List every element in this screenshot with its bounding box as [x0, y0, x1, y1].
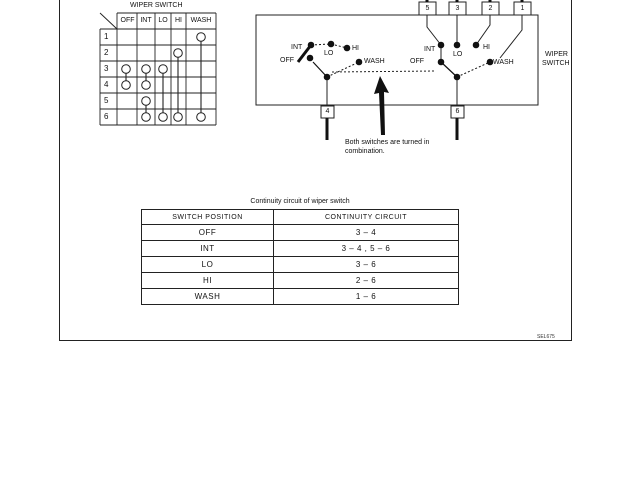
left-hi-label: HI [352, 45, 359, 52]
right-int-label: INT [424, 46, 436, 53]
right-lo-label: LO [453, 51, 463, 58]
grid-col-int: INT [140, 17, 152, 24]
header-switch-position: SWITCH POSITION [142, 210, 274, 225]
grid-row-1: 1 [104, 32, 109, 41]
cell-position: INT [142, 241, 274, 257]
cell-circuit: 3 – 4 [274, 225, 459, 241]
left-int-label: INT [291, 44, 303, 51]
grid-title: WIPER SWITCH [130, 2, 183, 9]
figure-code: SEL675 [537, 334, 555, 340]
right-off-label: OFF [410, 58, 424, 65]
cell-position: OFF [142, 225, 274, 241]
table-row [142, 257, 459, 273]
header-continuity-circuit: CONTINUITY CIRCUIT [274, 210, 459, 225]
terminal-1-label: 1 [520, 5, 525, 12]
grid-row-3: 3 [104, 64, 109, 73]
table-row [142, 225, 459, 241]
right-hi-label: HI [483, 44, 490, 51]
table-row [142, 273, 459, 289]
cell-circuit: 3 – 4 , 5 – 6 [274, 241, 459, 257]
grid-col-lo: LO [158, 17, 168, 24]
grid-row-2: 2 [104, 48, 109, 57]
cell-circuit: 2 – 6 [274, 273, 459, 289]
cell-position: HI [142, 273, 274, 289]
wiper-switch-label-2: SWITCH [542, 60, 570, 67]
grid-col-wash: WASH [190, 17, 212, 24]
cell-circuit: 3 – 6 [274, 257, 459, 273]
cell-position: LO [142, 257, 274, 273]
note-line-2: combination. [345, 148, 385, 155]
wiper-switch-label: WIPER [545, 51, 568, 58]
terminal-2-label: 2 [488, 5, 493, 12]
left-off-label: OFF [280, 57, 294, 64]
continuity-title: Continuity circuit of wiper switch [250, 198, 350, 205]
table-row [142, 289, 459, 305]
grid-row-4: 4 [104, 80, 109, 89]
grid-col-off: OFF [120, 17, 135, 24]
terminal-5-label: 5 [425, 5, 430, 12]
continuity-table [141, 209, 459, 305]
combination-link [332, 71, 436, 72]
cell-position: WASH [142, 289, 274, 305]
terminal-3-label: 3 [455, 5, 460, 12]
terminal-4-label: 4 [325, 108, 330, 115]
grid-col-hi: HI [175, 17, 182, 24]
table-row [142, 241, 459, 257]
terminal-6-label: 6 [455, 108, 460, 115]
left-wash-label: WASH [364, 58, 385, 65]
table-header-row [142, 210, 459, 225]
grid-row-5: 5 [104, 96, 109, 105]
grid-row-6: 6 [104, 112, 109, 121]
cell-circuit: 1 – 6 [274, 289, 459, 305]
left-lo-label: LO [324, 50, 334, 57]
right-wash-label: WASH [493, 59, 514, 66]
note-line-1: Both switches are turned in [345, 139, 430, 146]
